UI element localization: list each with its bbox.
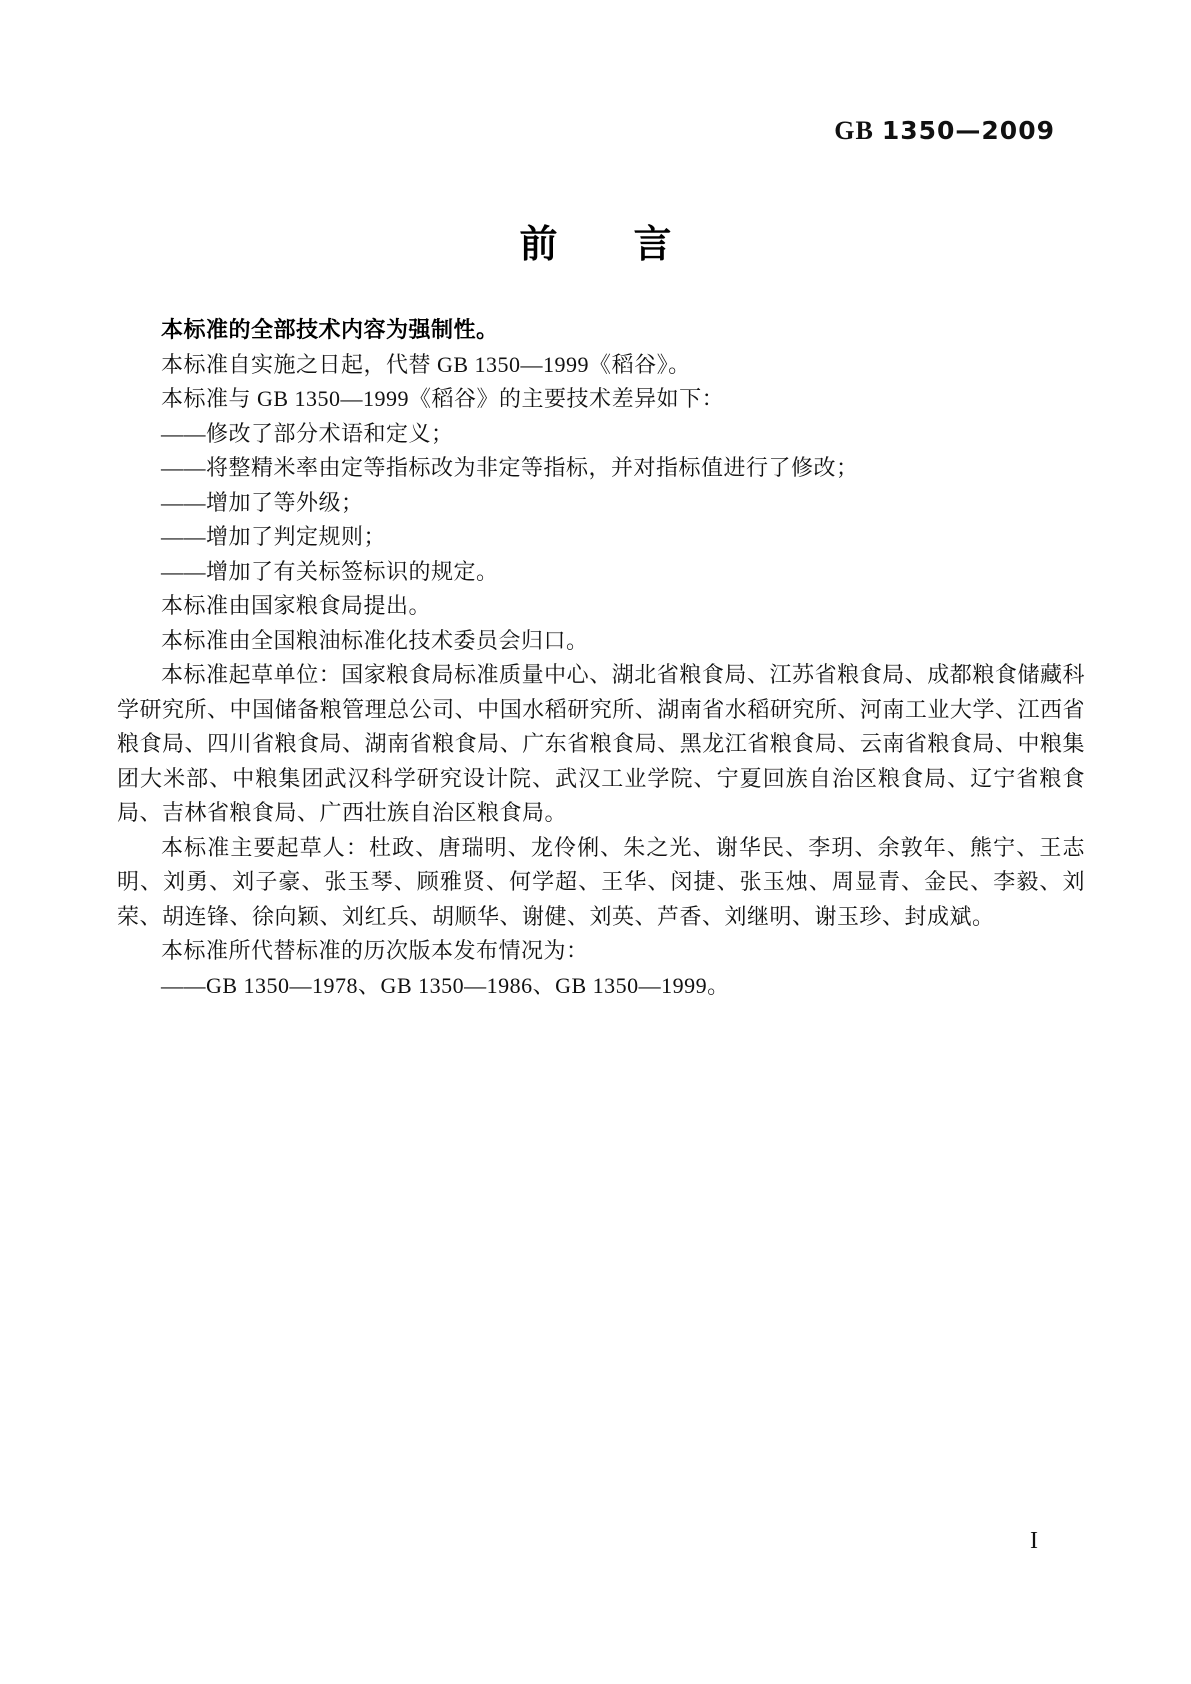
foreword-paragraph: 本标准由全国粮油标准化技术委员会归口。 bbox=[161, 627, 589, 653]
foreword-paragraph: 本标准由国家粮食局提出。 bbox=[161, 593, 432, 618]
standard-code-number: 1350—2009 bbox=[881, 116, 1055, 145]
foreword-body bbox=[117, 313, 1085, 1003]
foreword-paragraph-drafting-organizations: 本标准起草单位：国家粮食局标准质量中心、湖北省粮食局、江苏省粮食局、成都粮食储藏科学研究所、中国储备粮管理总公司、中国水稻研究所、湖南省水稻研究所、河南工业大学、江西省粮食局、四川省粮食局、湖南省粮食局、广东省粮食局、黑龙江省粮食局、云南省粮食局、中粮集团大米部、中粮集团武汉科学研究设计院、武汉工业学院、宁夏回族自治区粮食局、辽宁省粮食局、吉林省粮食局、广西壮族自治区粮食局。 bbox=[117, 662, 1085, 825]
foreword-paragraph: 本标准的全部技术内容为强制性。 bbox=[161, 317, 499, 342]
foreword-paragraph: 本标准与 GB 1350—1999《稻谷》的主要技术差异如下： bbox=[161, 386, 725, 411]
foreword-list-item: ——增加了等外级； bbox=[161, 489, 364, 515]
page-number: I bbox=[1030, 1528, 1038, 1554]
page-title: 前 言 bbox=[519, 224, 672, 266]
foreword-list-item: ——GB 1350—1978、GB 1350—1986、GB 1350—1999。 bbox=[161, 972, 730, 998]
standard-code bbox=[0, 116, 1055, 146]
foreword-list-item: ——修改了部分术语和定义； bbox=[161, 420, 454, 446]
foreword-list-item: ——增加了判定规则； bbox=[161, 524, 387, 549]
foreword-paragraph: 本标准自实施之日起，代替 GB 1350—1999《稻谷》。 bbox=[161, 351, 691, 377]
foreword-list-item: ——增加了有关标签标识的规定。 bbox=[161, 558, 499, 584]
foreword-paragraph-drafters: 本标准主要起草人：杜政、唐瑞明、龙伶俐、朱之光、谢华民、李玥、余敦年、熊宁、王志明、刘勇、刘子豪、张玉琴、顾雅贤、何学超、王华、闵捷、张玉烛、周显青、金民、李毅、刘荣、胡连锋、徐向颖、刘红兵、胡顺华、谢健、刘英、芦香、刘继明、谢玉珍、封成斌。 bbox=[117, 834, 1085, 929]
standard-code-prefix: GB bbox=[834, 116, 874, 145]
foreword-list-item: ——将整精米率由定等指标改为非定等指标，并对指标值进行了修改； bbox=[161, 455, 859, 480]
foreword-paragraph: 本标准所代替标准的历次版本发布情况为： bbox=[161, 938, 589, 963]
